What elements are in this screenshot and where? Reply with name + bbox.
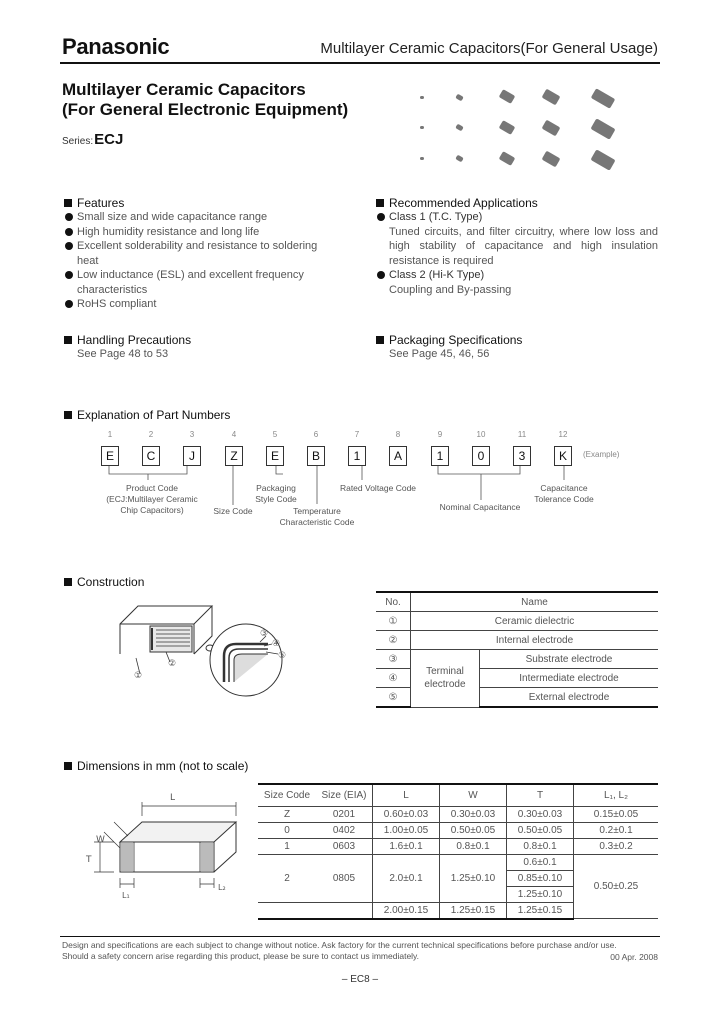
feature-item: Small size and wide capacitance range <box>64 210 339 225</box>
part-index: 4 <box>231 430 237 439</box>
row-group-terminal: Terminal electrode <box>411 650 480 708</box>
cell-L: 1.6±0.1 <box>373 838 440 854</box>
header-T: T <box>507 784 574 806</box>
cell-L12: 0.15±0.05 <box>574 806 659 822</box>
cell-code: Z <box>258 806 316 822</box>
part-char-box: J <box>183 446 201 466</box>
part-index: 10 <box>476 430 486 439</box>
page-title-line1: Multilayer Ceramic Capacitors <box>62 80 306 99</box>
header-L12: L₁, L₂ <box>574 784 659 806</box>
example-label: (Example) <box>583 450 620 459</box>
terminal-left <box>121 843 133 871</box>
table-header-row <box>376 592 658 612</box>
part-index: 8 <box>395 430 401 439</box>
dim-T <box>94 842 114 872</box>
cell-T: 1.25±0.15 <box>507 902 574 919</box>
label-L2: L₂ <box>218 883 226 892</box>
series-value: ECJ <box>94 131 124 148</box>
part-char-box: 0 <box>472 446 490 466</box>
header-L: L <box>373 784 440 806</box>
cell-T: 1.25±0.10 <box>507 886 574 902</box>
line-packaging <box>276 466 283 474</box>
handling-text: See Page 48 to 53 <box>77 348 169 360</box>
part-index: 3 <box>189 430 195 439</box>
cell-W: 1.25±0.15 <box>440 902 507 919</box>
table-row <box>258 822 658 838</box>
cell-T: 0.6±0.1 <box>507 854 574 870</box>
part-char-box: Z <box>225 446 243 466</box>
cell-T: 0.85±0.10 <box>507 870 574 886</box>
callout-1: ① <box>134 671 143 681</box>
packaging-text: See Page 45, 46, 56 <box>389 348 490 360</box>
header-size-eia: Size (EIA) <box>316 784 373 806</box>
callout-2: ② <box>168 659 177 669</box>
label-temperature: Temperature Characteristic Code <box>279 506 355 527</box>
label-capacitance: Nominal Capacitance <box>439 502 521 512</box>
part-index: 7 <box>354 430 360 439</box>
construction-diagram <box>100 596 300 701</box>
terminal-lines <box>134 842 200 872</box>
cell-W: 0.8±0.1 <box>440 838 507 854</box>
label-product-code: Product Code (ECJ:Multilayer Ceramic Chip Capacitors) <box>106 483 198 515</box>
table-row <box>376 650 658 669</box>
dimensions-heading: Dimensions in mm (not to scale) <box>64 759 248 773</box>
part-index: 6 <box>313 430 319 439</box>
part-char-box: 3 <box>513 446 531 466</box>
row-name: Substrate electrode <box>480 650 659 669</box>
table-row <box>258 854 658 870</box>
table-row <box>376 612 658 631</box>
footer-rule <box>60 936 660 937</box>
label-packaging: Packaging Style Code <box>255 483 297 504</box>
cell-L12: 0.50±0.25 <box>574 854 659 919</box>
cell-code: 2 <box>258 854 316 902</box>
label-size-code: Size Code <box>213 506 253 516</box>
cell-eia: 0603 <box>316 838 373 854</box>
part-index: 11 <box>517 430 527 439</box>
cell-T: 0.30±0.03 <box>507 806 574 822</box>
label-tolerance: Capacitance Tolerance Code <box>534 483 594 504</box>
cell-code: 1 <box>258 838 316 854</box>
header-name: Name <box>411 592 659 612</box>
dimensions-diagram <box>84 786 254 906</box>
row-name: External electrode <box>480 688 659 708</box>
cell-L: 0.60±0.03 <box>373 806 440 822</box>
dim-L <box>142 802 236 816</box>
header-W: W <box>440 784 507 806</box>
part-index: 1 <box>107 430 113 439</box>
label-T: T <box>86 855 92 865</box>
header-title: Multilayer Ceramic Capacitors(For General Usage) <box>320 40 658 57</box>
part-char-box: K <box>554 446 572 466</box>
row-no: ③ <box>376 650 411 669</box>
features-heading: Features <box>64 196 124 210</box>
label-L1: L₁ <box>122 891 130 900</box>
construction-table <box>376 591 658 708</box>
part-char-box: B <box>307 446 325 466</box>
callout-5: ⑤ <box>278 651 287 661</box>
terminal-right <box>201 843 213 871</box>
handling-heading: Handling Precautions <box>64 333 191 347</box>
bracket-capacitance <box>438 466 520 500</box>
part-numbers-heading: Explanation of Part Numbers <box>64 408 230 422</box>
part-char-box: A <box>389 446 407 466</box>
header-no: No. <box>376 592 411 612</box>
part-index: 2 <box>148 430 154 439</box>
dim-L1 <box>120 878 134 888</box>
dim-L2 <box>200 878 214 888</box>
label-W: W <box>96 835 105 845</box>
part-char-box: E <box>266 446 284 466</box>
row-no: ① <box>376 612 411 631</box>
row-no: ⑤ <box>376 688 411 708</box>
brand-logo: Panasonic <box>62 34 170 59</box>
label-L: L <box>170 793 176 803</box>
class1-title: Class 1 (T.C. Type) <box>376 210 658 225</box>
label-voltage: Rated Voltage Code <box>339 483 417 493</box>
part-char-box: C <box>142 446 160 466</box>
table-header-row <box>258 784 658 806</box>
table-row <box>258 838 658 854</box>
dimensions-table <box>258 783 658 920</box>
construction-heading: Construction <box>64 575 144 589</box>
part-index: 9 <box>437 430 443 439</box>
footer-line1: Design and specifications are each subject to change without notice. Ask factory for the current technical specifications before purchase and/or use. <box>62 940 617 950</box>
class2-text: Coupling and By-passing <box>389 283 512 296</box>
header-size-code: Size Code <box>258 784 316 806</box>
packaging-heading: Packaging Specifications <box>376 333 522 347</box>
cell-L: 1.00±0.05 <box>373 822 440 838</box>
bracket-product-code <box>109 466 187 480</box>
class2-title: Class 2 (Hi-K Type) <box>376 268 658 283</box>
footer-date: 00 Apr. 2008 <box>610 952 658 962</box>
page-title-line2: (For General Electronic Equipment) <box>62 100 349 119</box>
row-name: Ceramic dielectric <box>411 612 659 631</box>
applications-heading: Recommended Applications <box>376 196 538 210</box>
cell-W: 1.25±0.10 <box>440 854 507 902</box>
cell-L12: 0.3±0.2 <box>574 838 659 854</box>
cell-L: 2.0±0.1 <box>373 854 440 902</box>
row-no: ② <box>376 631 411 650</box>
chip-top <box>120 822 236 842</box>
part-char-box: 1 <box>348 446 366 466</box>
feature-item: Low inductance (ESL) and excellent frequency characteristics <box>64 268 339 297</box>
page-number: – EC8 – <box>341 974 379 985</box>
cell-code: 0 <box>258 822 316 838</box>
footer-notice <box>62 940 662 962</box>
row-name: Intermediate electrode <box>480 669 659 688</box>
cell-L: 2.00±0.15 <box>373 902 440 919</box>
series-caption: Series: <box>62 136 94 147</box>
cell-T: 0.8±0.1 <box>507 838 574 854</box>
feature-item: High humidity resistance and long life <box>64 225 339 240</box>
callout-4: ④ <box>272 639 281 649</box>
feature-item: Excellent solderability and resistance to soldering heat <box>64 239 339 268</box>
row-no: ④ <box>376 669 411 688</box>
feature-item: RoHS compliant <box>64 297 339 312</box>
part-char-box: E <box>101 446 119 466</box>
part-char-box: 1 <box>431 446 449 466</box>
table-row <box>258 806 658 822</box>
cell-T: 0.50±0.05 <box>507 822 574 838</box>
row-name: Internal electrode <box>411 631 659 650</box>
cell-eia: 0402 <box>316 822 373 838</box>
callout-3: ③ <box>260 629 269 639</box>
part-index: 5 <box>272 430 278 439</box>
cell-W: 0.50±0.05 <box>440 822 507 838</box>
chip-side <box>194 606 212 654</box>
cell-L12: 0.2±0.1 <box>574 822 659 838</box>
cell-W: 0.30±0.03 <box>440 806 507 822</box>
part-index: 12 <box>558 430 568 439</box>
footer-line2: Should a safety concern arise regarding this product, please be sure to contact us immediately. <box>62 951 420 961</box>
class1-text: Tuned circuits, and filter circuitry, where low loss and high stability of capacitance and high insulation resistance is required <box>389 225 658 267</box>
table-row <box>376 631 658 650</box>
cell-eia: 0805 <box>316 854 373 902</box>
cell-eia: 0201 <box>316 806 373 822</box>
